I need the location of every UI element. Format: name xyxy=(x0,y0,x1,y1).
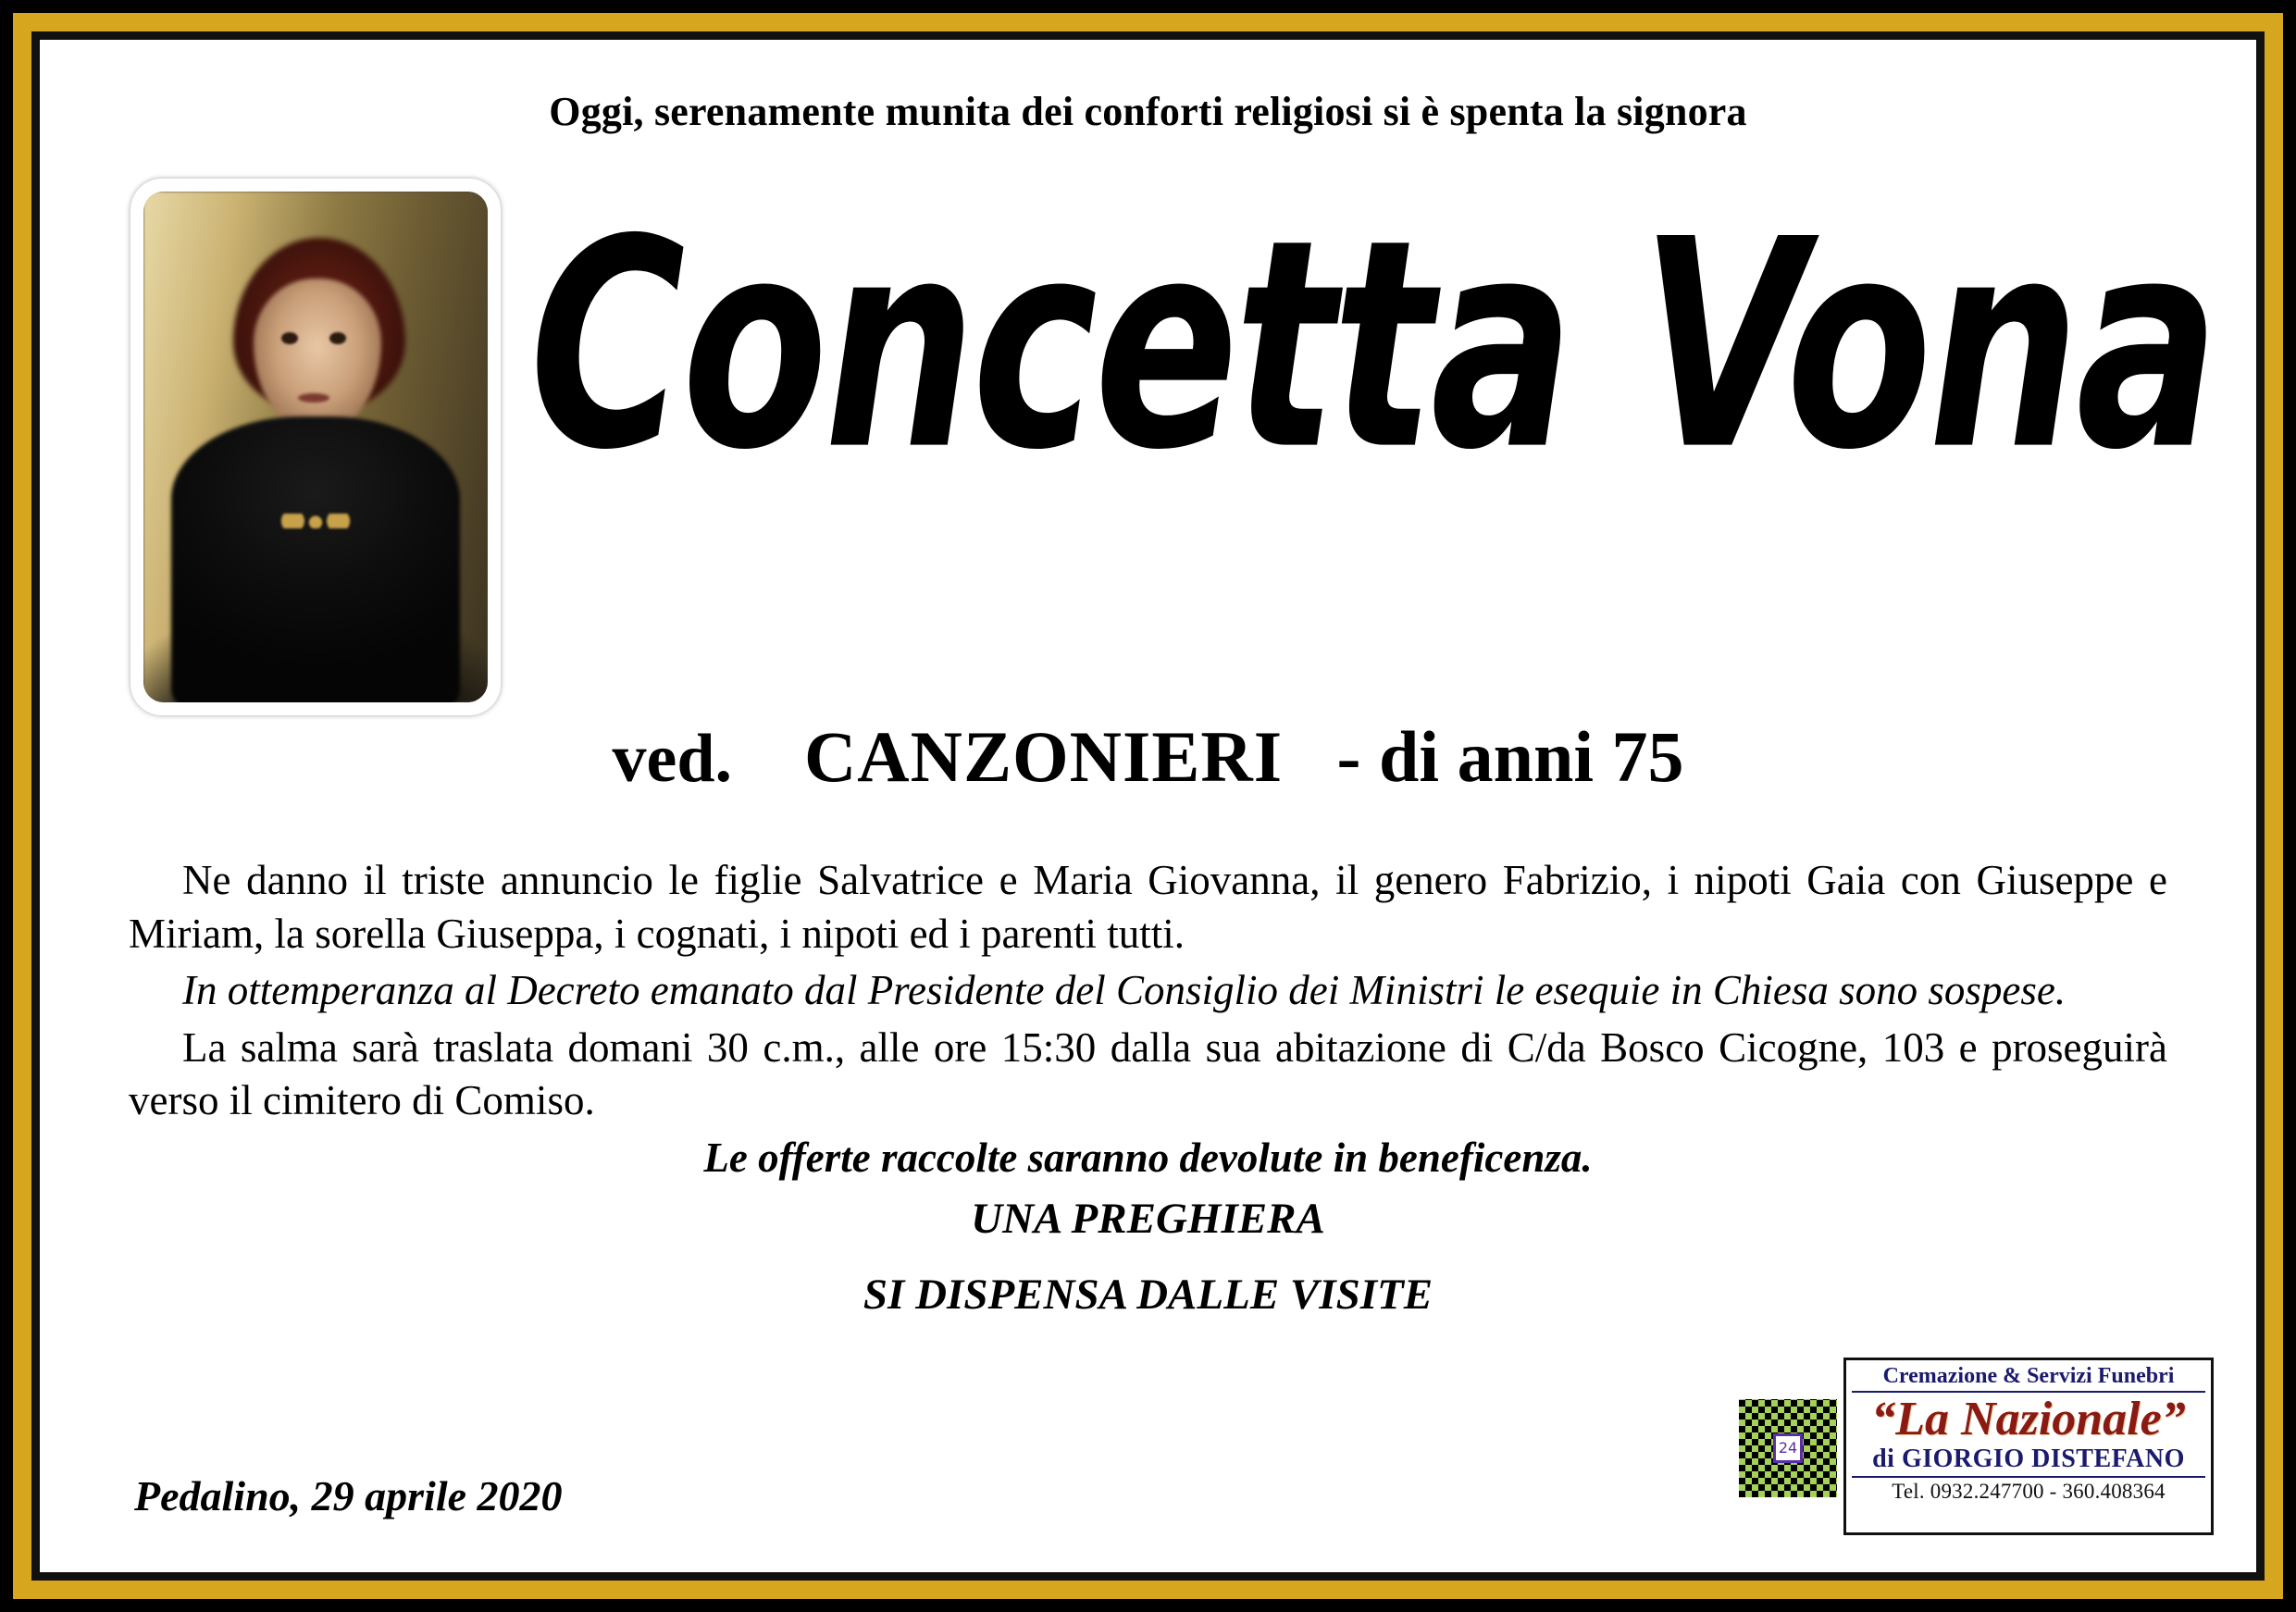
portrait-mouth xyxy=(298,393,329,403)
funeral-agency-logo xyxy=(1843,1358,2214,1535)
gold-border xyxy=(13,13,2283,1599)
qr-code-icon[interactable] xyxy=(1736,1396,1840,1500)
paragraph-prayer: UNA PREGHIERA xyxy=(971,1194,1325,1243)
subtitle-surname: CANZONIERI xyxy=(803,716,1284,797)
subtitle-prefix: ved. xyxy=(612,721,732,797)
deceased-name: Concetta Vona xyxy=(529,178,2216,514)
deceased-subtitle xyxy=(40,715,2256,799)
portrait-necklace xyxy=(278,514,354,529)
agency-phone: Tel. 0932.247700 - 360.408364 xyxy=(1852,1476,2205,1504)
agency-services: Cremazione & Servizi Funebri xyxy=(1852,1364,2205,1393)
subtitle-age: - di anni 75 xyxy=(1336,716,1684,797)
paragraph-no-visits: SI DISPENSA DALLE VISITE xyxy=(863,1270,1433,1319)
portrait-frame xyxy=(130,179,501,715)
notice-sheet xyxy=(40,40,2256,1572)
paragraph-offerings: Le offerte raccolte saranno devolute in beneficenza. xyxy=(703,1134,1593,1181)
portrait-photo xyxy=(143,192,488,702)
paragraph-family: Ne danno il triste annuncio le figlie Salvatrice e Maria Giovanna, il genero Fabrizio, i nipoti Gaia con Giuseppe e Miriam, la sorella Giuseppa, i cognati, i nipoti ed i parenti tutti. xyxy=(129,857,2167,957)
portrait-clothing xyxy=(171,416,460,702)
agency-name: “La Nazionale” xyxy=(1871,1393,2186,1445)
paragraph-decree: In ottemperanza al Decreto emanato dal Presidente del Consiglio dei Ministri le esequie in Chiesa sono sospese. xyxy=(182,967,2066,1014)
place-and-date: Pedalino, 29 aprile 2020 xyxy=(134,1472,563,1519)
qr-center-label: 24 xyxy=(1773,1433,1803,1463)
portrait-face xyxy=(254,279,381,432)
inner-black-border xyxy=(31,31,2265,1581)
notice-body xyxy=(129,854,2167,1326)
header-line: Oggi, serenamente munita dei conforti religiosi si è spenta la signora xyxy=(549,89,1747,134)
agency-owner: di GIORGIO DISTEFANO xyxy=(1872,1444,2185,1473)
paragraph-transfer: La salma sarà traslata domani 30 c.m., alle ore 15:30 dalla sua abitazione di C/da Bosco Cicogne, 103 e proseguirà verso il cimitero di Comiso. xyxy=(129,1023,2167,1124)
